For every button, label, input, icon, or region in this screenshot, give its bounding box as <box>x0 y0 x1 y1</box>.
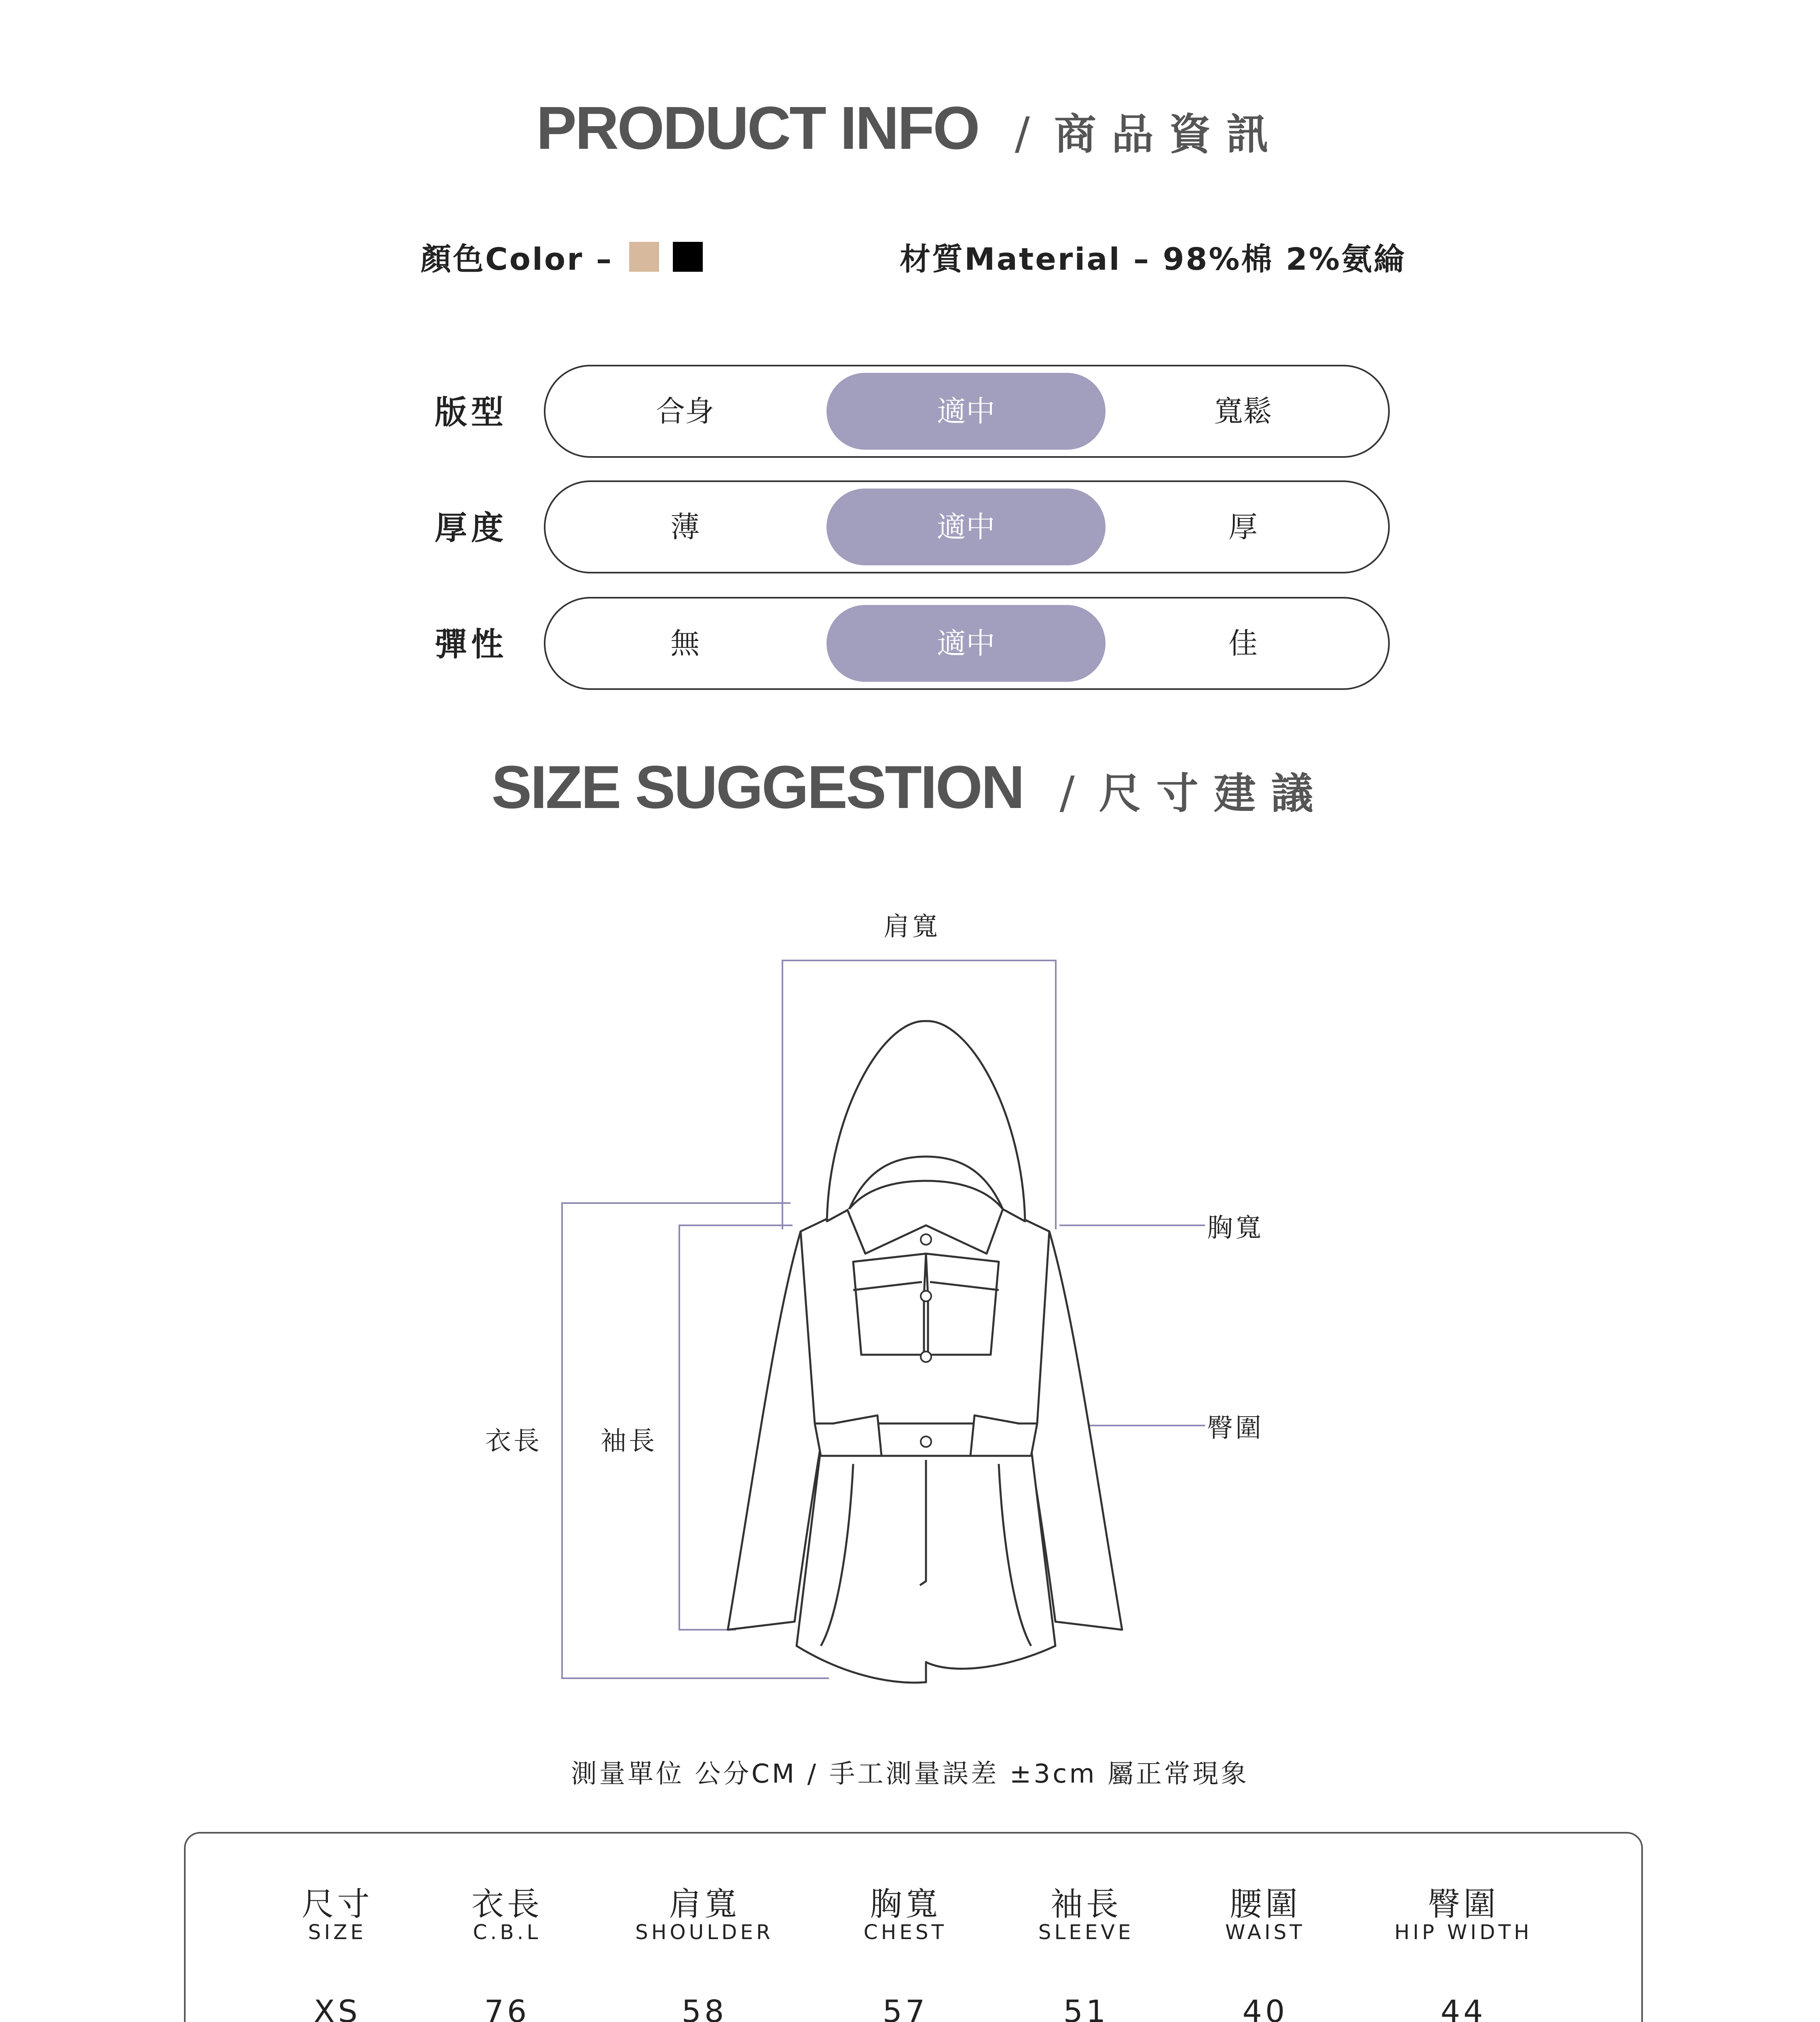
elasticity-option: 無 <box>670 626 700 660</box>
size-suggestion-title-zh: 尺寸建議 <box>1099 769 1329 818</box>
fit-scale-pill <box>544 365 1390 458</box>
thickness-scale-row <box>435 480 1393 576</box>
label-length: 衣長 <box>485 1426 542 1456</box>
heading-slash: / <box>1015 108 1030 159</box>
size-suggestion-title-en: SIZE SUGGESTION <box>491 753 1023 821</box>
color-label: 顏色Color – <box>421 241 613 277</box>
label-hip: 臀圍 <box>1207 1413 1264 1443</box>
fit-option: 寬鬆 <box>1213 394 1272 428</box>
product-info-title-en: PRODUCT INFO <box>536 94 979 162</box>
fit-option: 合身 <box>655 394 714 428</box>
table-cell: 58 <box>681 1993 727 2022</box>
table-cell: 57 <box>882 1993 928 2022</box>
heading-slash: / <box>1059 767 1075 819</box>
elasticity-scale-label: 彈性 <box>435 626 507 663</box>
column-header-zh: 臀圍 <box>1428 1885 1499 1923</box>
label-shoulder: 肩寬 <box>884 912 940 942</box>
thickness-scale-pill <box>544 480 1390 573</box>
column-header-zh: 胸寬 <box>870 1885 941 1923</box>
label-sleeve: 袖長 <box>600 1426 657 1456</box>
product-info-heading <box>0 93 1820 163</box>
garment-measurement-diagram <box>445 890 1334 1698</box>
column-header-en: WAIST <box>1225 1920 1305 1944</box>
column-header-zh: 尺寸 <box>302 1885 373 1923</box>
column-header-en: HIP WIDTH <box>1394 1920 1533 1944</box>
material-spec: 材質Material – 98%棉 2%氨綸 <box>900 241 1406 277</box>
thickness-option-selected: 適中 <box>827 489 1106 565</box>
fit-scale-row <box>435 365 1393 460</box>
size-table <box>184 1832 1643 2022</box>
column-header-zh: 腰圍 <box>1230 1885 1301 1923</box>
color-swatch-black <box>673 242 703 272</box>
elasticity-scale-row <box>435 597 1393 692</box>
column-header-en: SIZE <box>308 1920 367 1944</box>
product-info-title-zh: 商品資訊 <box>1054 110 1284 159</box>
table-cell: XS <box>313 1993 361 2022</box>
column-header-en: C.B.L <box>473 1920 541 1944</box>
label-chest: 胸寬 <box>1207 1213 1264 1243</box>
fit-option-selected: 適中 <box>827 373 1106 450</box>
column-header-zh: 肩寬 <box>669 1885 740 1923</box>
size-suggestion-heading <box>0 752 1820 822</box>
column-header-zh: 袖長 <box>1051 1885 1122 1923</box>
column-header-zh: 衣長 <box>471 1885 543 1923</box>
measurement-unit-note: 測量單位 公分CM / 手工測量誤差 ±3cm 屬正常現象 <box>571 1759 1249 1789</box>
color-spec <box>421 235 703 279</box>
table-cell: 40 <box>1242 1993 1288 2022</box>
elasticity-scale-pill <box>544 597 1390 690</box>
column-header-en: CHEST <box>863 1920 947 1944</box>
thickness-option: 厚 <box>1228 510 1258 544</box>
thickness-scale-label: 厚度 <box>435 509 507 547</box>
elasticity-option-selected: 適中 <box>827 605 1106 682</box>
color-swatch-beige <box>629 242 659 272</box>
thickness-option: 薄 <box>670 510 700 544</box>
table-cell: 51 <box>1063 1993 1109 2022</box>
table-cell: 44 <box>1440 1993 1486 2022</box>
table-cell: 76 <box>484 1993 530 2022</box>
elasticity-option: 佳 <box>1228 626 1258 660</box>
fit-scale-label: 版型 <box>435 393 507 431</box>
column-header-en: SLEEVE <box>1038 1920 1134 1944</box>
column-header-en: SHOULDER <box>635 1920 774 1944</box>
